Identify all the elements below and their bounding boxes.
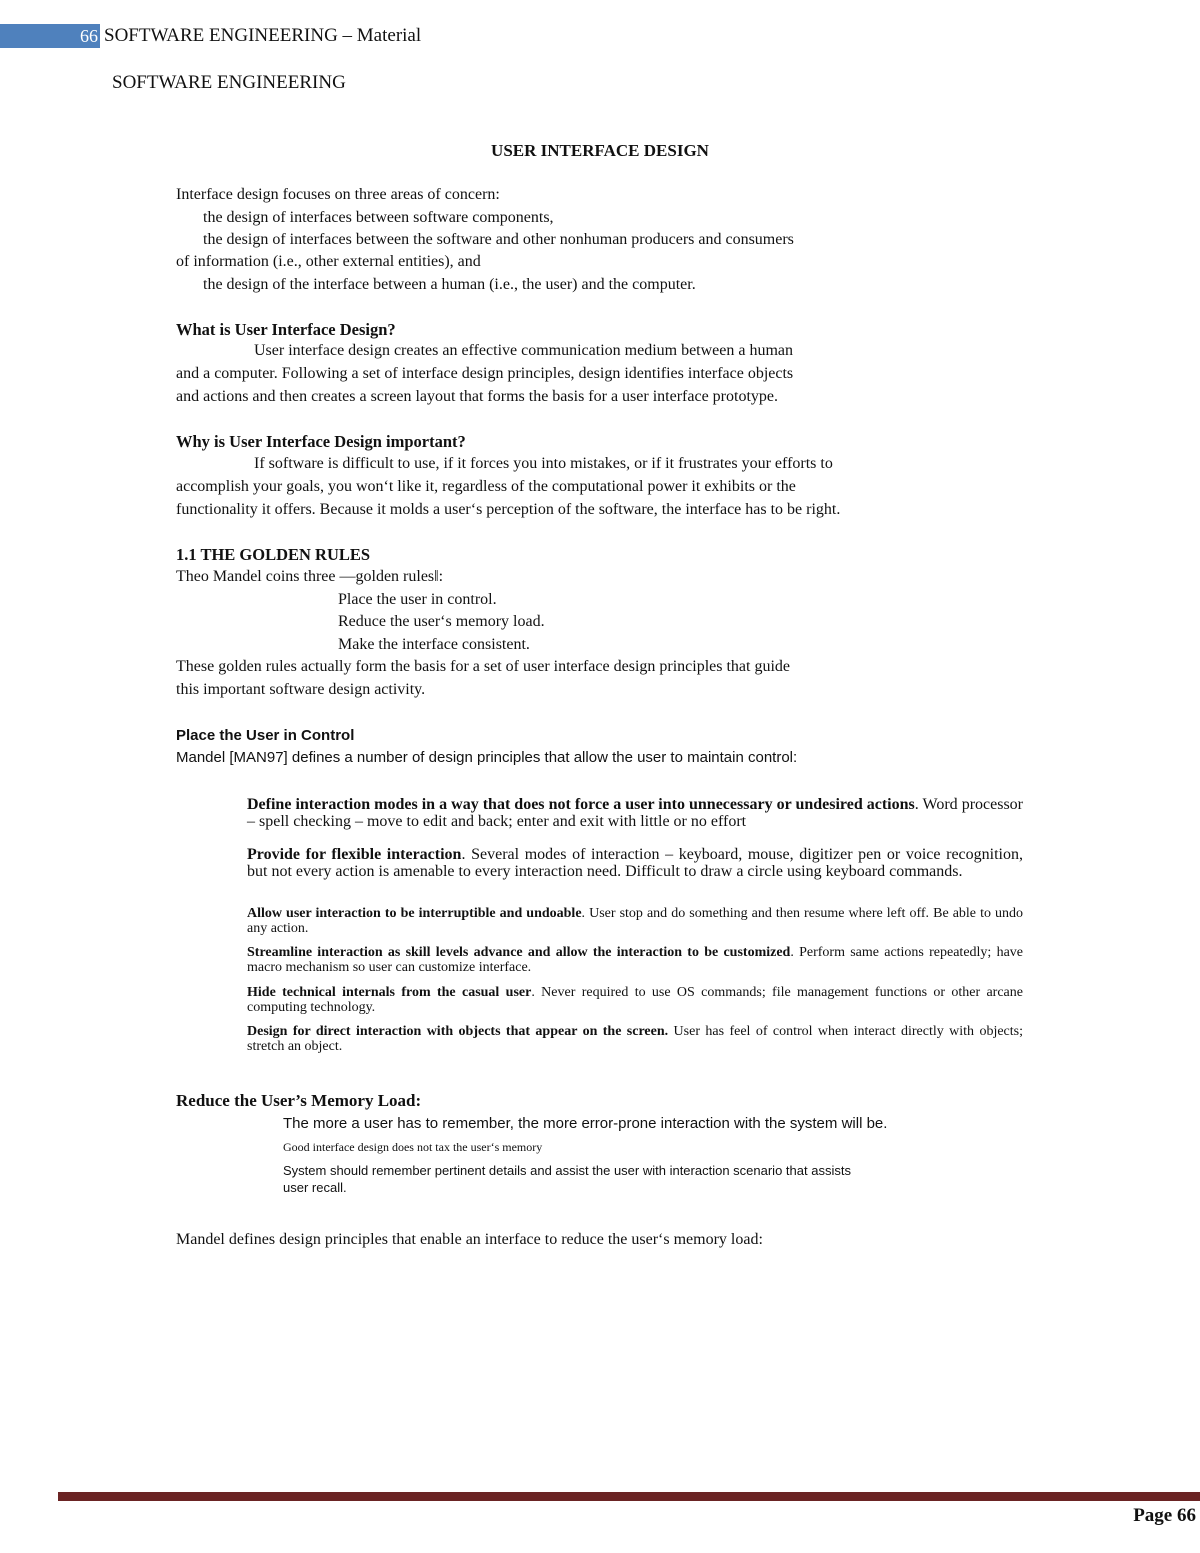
memory-line-2: Good interface design does not tax the user‘s memory [283, 1140, 543, 1154]
golden-para-2: this important software design activity. [176, 681, 426, 698]
control-item-1-title: Define interaction modes in a way that does not force a user into unnecessary or undesired actions [247, 796, 915, 813]
header-page-number: 66 [80, 26, 98, 46]
golden-rule-3: Make the interface consistent. [338, 636, 530, 653]
what-line-3: and actions and then creates a screen layout that forms the basis for a user interface prototype. [176, 388, 778, 405]
control-item-3-title: Allow user interaction to be interruptible and undoable [247, 906, 582, 921]
control-item-4 [247, 945, 1023, 975]
control-item-4-title: Streamline interaction as skill levels advance and allow the interaction to be customized [247, 945, 791, 960]
what-heading: What is User Interface Design? [176, 320, 396, 339]
intro-item-1: the design of interfaces between software components, [203, 209, 554, 226]
control-item-3-text: . User stop and do something and then resume where left off. Be able to undo any action. [247, 906, 1024, 936]
why-line-3: functionality it offers. Because it molds a user‘s perception of the software, the interface has to be right. [176, 501, 841, 518]
control-item-6-text: User has feel of control when interact directly with objects; stretch an object. [247, 1024, 1023, 1054]
control-item-5-title: Hide technical internals from the casual user [247, 985, 532, 1000]
control-item-2-title: Provide for flexible interaction [247, 846, 462, 863]
control-item-1-text: . Word processor – spell checking – move to edit and back; enter and exit with little or no effort [247, 796, 1024, 830]
memory-heading: Reduce the User’s Memory Load: [176, 1091, 422, 1110]
what-line-1: User interface design creates an effective communication medium between a human [254, 342, 794, 359]
memory-closing: Mandel defines design principles that enable an interface to reduce the user‘s memory load: [176, 1231, 763, 1248]
golden-heading: 1.1 THE GOLDEN RULES [176, 545, 371, 564]
header-title: SOFTWARE ENGINEERING – Material [104, 25, 422, 46]
control-item-3 [247, 906, 1023, 936]
footer-rule [58, 1492, 1200, 1501]
intro-item-2b: of information (i.e., other external entities), and [176, 253, 481, 270]
golden-para-1: These golden rules actually form the basis for a set of user interface design principles that guide [176, 658, 791, 675]
page-title: USER INTERFACE DESIGN [491, 141, 709, 160]
golden-rule-1: Place the user in control. [338, 591, 497, 608]
why-heading: Why is User Interface Design important? [176, 432, 466, 451]
memory-line-1: The more a user has to remember, the more error-prone interaction with the system will be. [283, 1115, 888, 1132]
why-line-2: accomplish your goals, you won‘t like it, regardless of the computational power it exhibits or the [176, 478, 796, 495]
intro-lead: Interface design focuses on three areas of concern: [176, 186, 500, 203]
footer-page-label: Page 66 [1133, 1505, 1196, 1526]
what-line-2: and a computer. Following a set of interface design principles, design identifies interface objects [176, 365, 794, 382]
intro-item-3: the design of the interface between a human (i.e., the user) and the computer. [203, 276, 696, 293]
control-item-6-title: Design for direct interaction with objects that appear on the screen. [247, 1024, 669, 1039]
control-item-4-text: . Perform same actions repeatedly; have macro mechanism so user can customize interface. [247, 945, 1023, 975]
intro-item-2a: the design of interfaces between the software and other nonhuman producers and consumers [203, 231, 794, 248]
control-heading: Place the User in Control [176, 727, 355, 744]
control-item-2-text: . Several modes of interaction – keyboard, mouse, digitizer pen or voice recognition, but not every action is amenable to every interaction need. Difficult to draw a circle using keyboard commands. [247, 846, 1023, 880]
memory-line-3a: System should remember pertinent details and assist the user with interaction scenario that assists [283, 1163, 851, 1178]
memory-line-3b: user recall. [283, 1180, 347, 1195]
control-item-2 [247, 846, 1023, 880]
control-item-1 [247, 796, 1023, 830]
control-item-5 [247, 985, 1023, 1015]
control-item-5-text: . Never required to use OS commands; file management functions or other arcane computing technology. [247, 985, 1023, 1015]
control-lead: Mandel [MAN97] defines a number of design principles that allow the user to maintain control: [176, 749, 798, 766]
control-item-6 [247, 1024, 1023, 1054]
why-line-1: If software is difficult to use, if it forces you into mistakes, or if it frustrates your efforts to [254, 455, 833, 472]
header-subtitle: SOFTWARE ENGINEERING [112, 72, 346, 93]
golden-rule-2: Reduce the user‘s memory load. [338, 613, 545, 630]
golden-lead: Theo Mandel coins three ―golden rules‖: [176, 568, 444, 585]
